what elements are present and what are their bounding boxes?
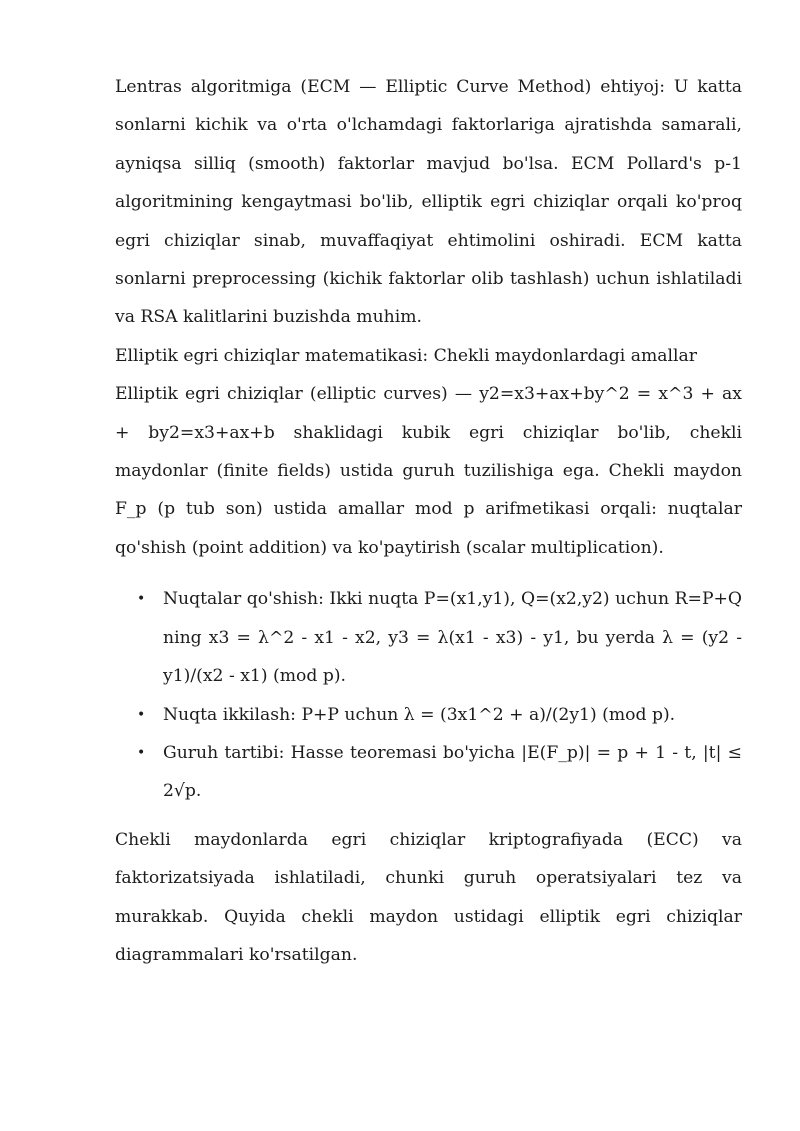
list-item [115, 696, 742, 734]
paragraph-curves-definition: Elliptik egri chiziqlar (elliptic curves) — y2=x3+ax+by^2 = x^3 + ax + by2=x3+ax+b shaklidagi kubik egri chiziqlar bo'lib, chekli maydonlar (finite fields) ustida guruh tuzilishiga ega. Chekli maydon F_p (p tub son) ustida amallar mod p arifmetikasi orqali: nuqtalar qo'shish (point addition) va ko'paytirish (scalar multiplication). [115, 384, 742, 558]
bullet-marker: • [137, 706, 146, 723]
bullet-marker: • [137, 744, 146, 761]
list-item-text: Nuqtalar qo'shish: Ikki nuqta P=(x1,y1), Q=(x2,y2) uchun R=P+Q ning x3 = λ^2 - x1 - x2, y3 = λ(x1 - x3) - y1, bu yerda λ = (y2 - y1)/(x2 - x1) (mod p). [163, 589, 742, 687]
list-item-text: Guruh tartibi: Hasse teoremasi bo'yicha |E(F_p)| = p + 1 - t, |t| ≤ 2√p. [163, 742, 742, 802]
section-heading: Elliptik egri chiziqlar matematikasi: Chekli maydonlardagi amallar [115, 345, 698, 366]
bullet-marker: • [137, 591, 146, 608]
list-item [115, 734, 742, 811]
paragraph-conclusion: Chekli maydonlarda egri chiziqlar kriptografiyada (ECC) va faktorizatsiyada ishlatiladi, chunki guruh operatsiyalari tez va murakkab. Quyida chekli maydon ustidagi elliptik egri chiziqlar diagrammalari ko'rsatilgan. [115, 829, 742, 965]
bullet-list [115, 580, 742, 810]
list-item [115, 580, 742, 695]
paragraph-ecm-intro: Lentras algoritmiga (ECM — Elliptic Curve Method) ehtiyoj: U katta sonlarni kichik va o'rta o'lchamdagi faktorlariga ajratishda samarali, ayniqsa silliq (smooth) faktorlar mavjud bo'lsa. ECM Pollard's p-1 algoritmining kengaytmasi bo'lib, elliptik egri chiziqlar orqali ko'proq egri chiziqlar sinab, muvaffaqiyat ehtimolini oshiradi. ECM katta sonlarni preprocessing (kichik faktorlar olib tashlash) uchun ishlatiladi va RSA kalitlarini buzishda muhim. [115, 77, 742, 328]
list-item-text: Nuqta ikkilash: P+P uchun λ = (3x1^2 + a)/(2y1) (mod p). [163, 704, 676, 725]
document-page [115, 68, 742, 974]
